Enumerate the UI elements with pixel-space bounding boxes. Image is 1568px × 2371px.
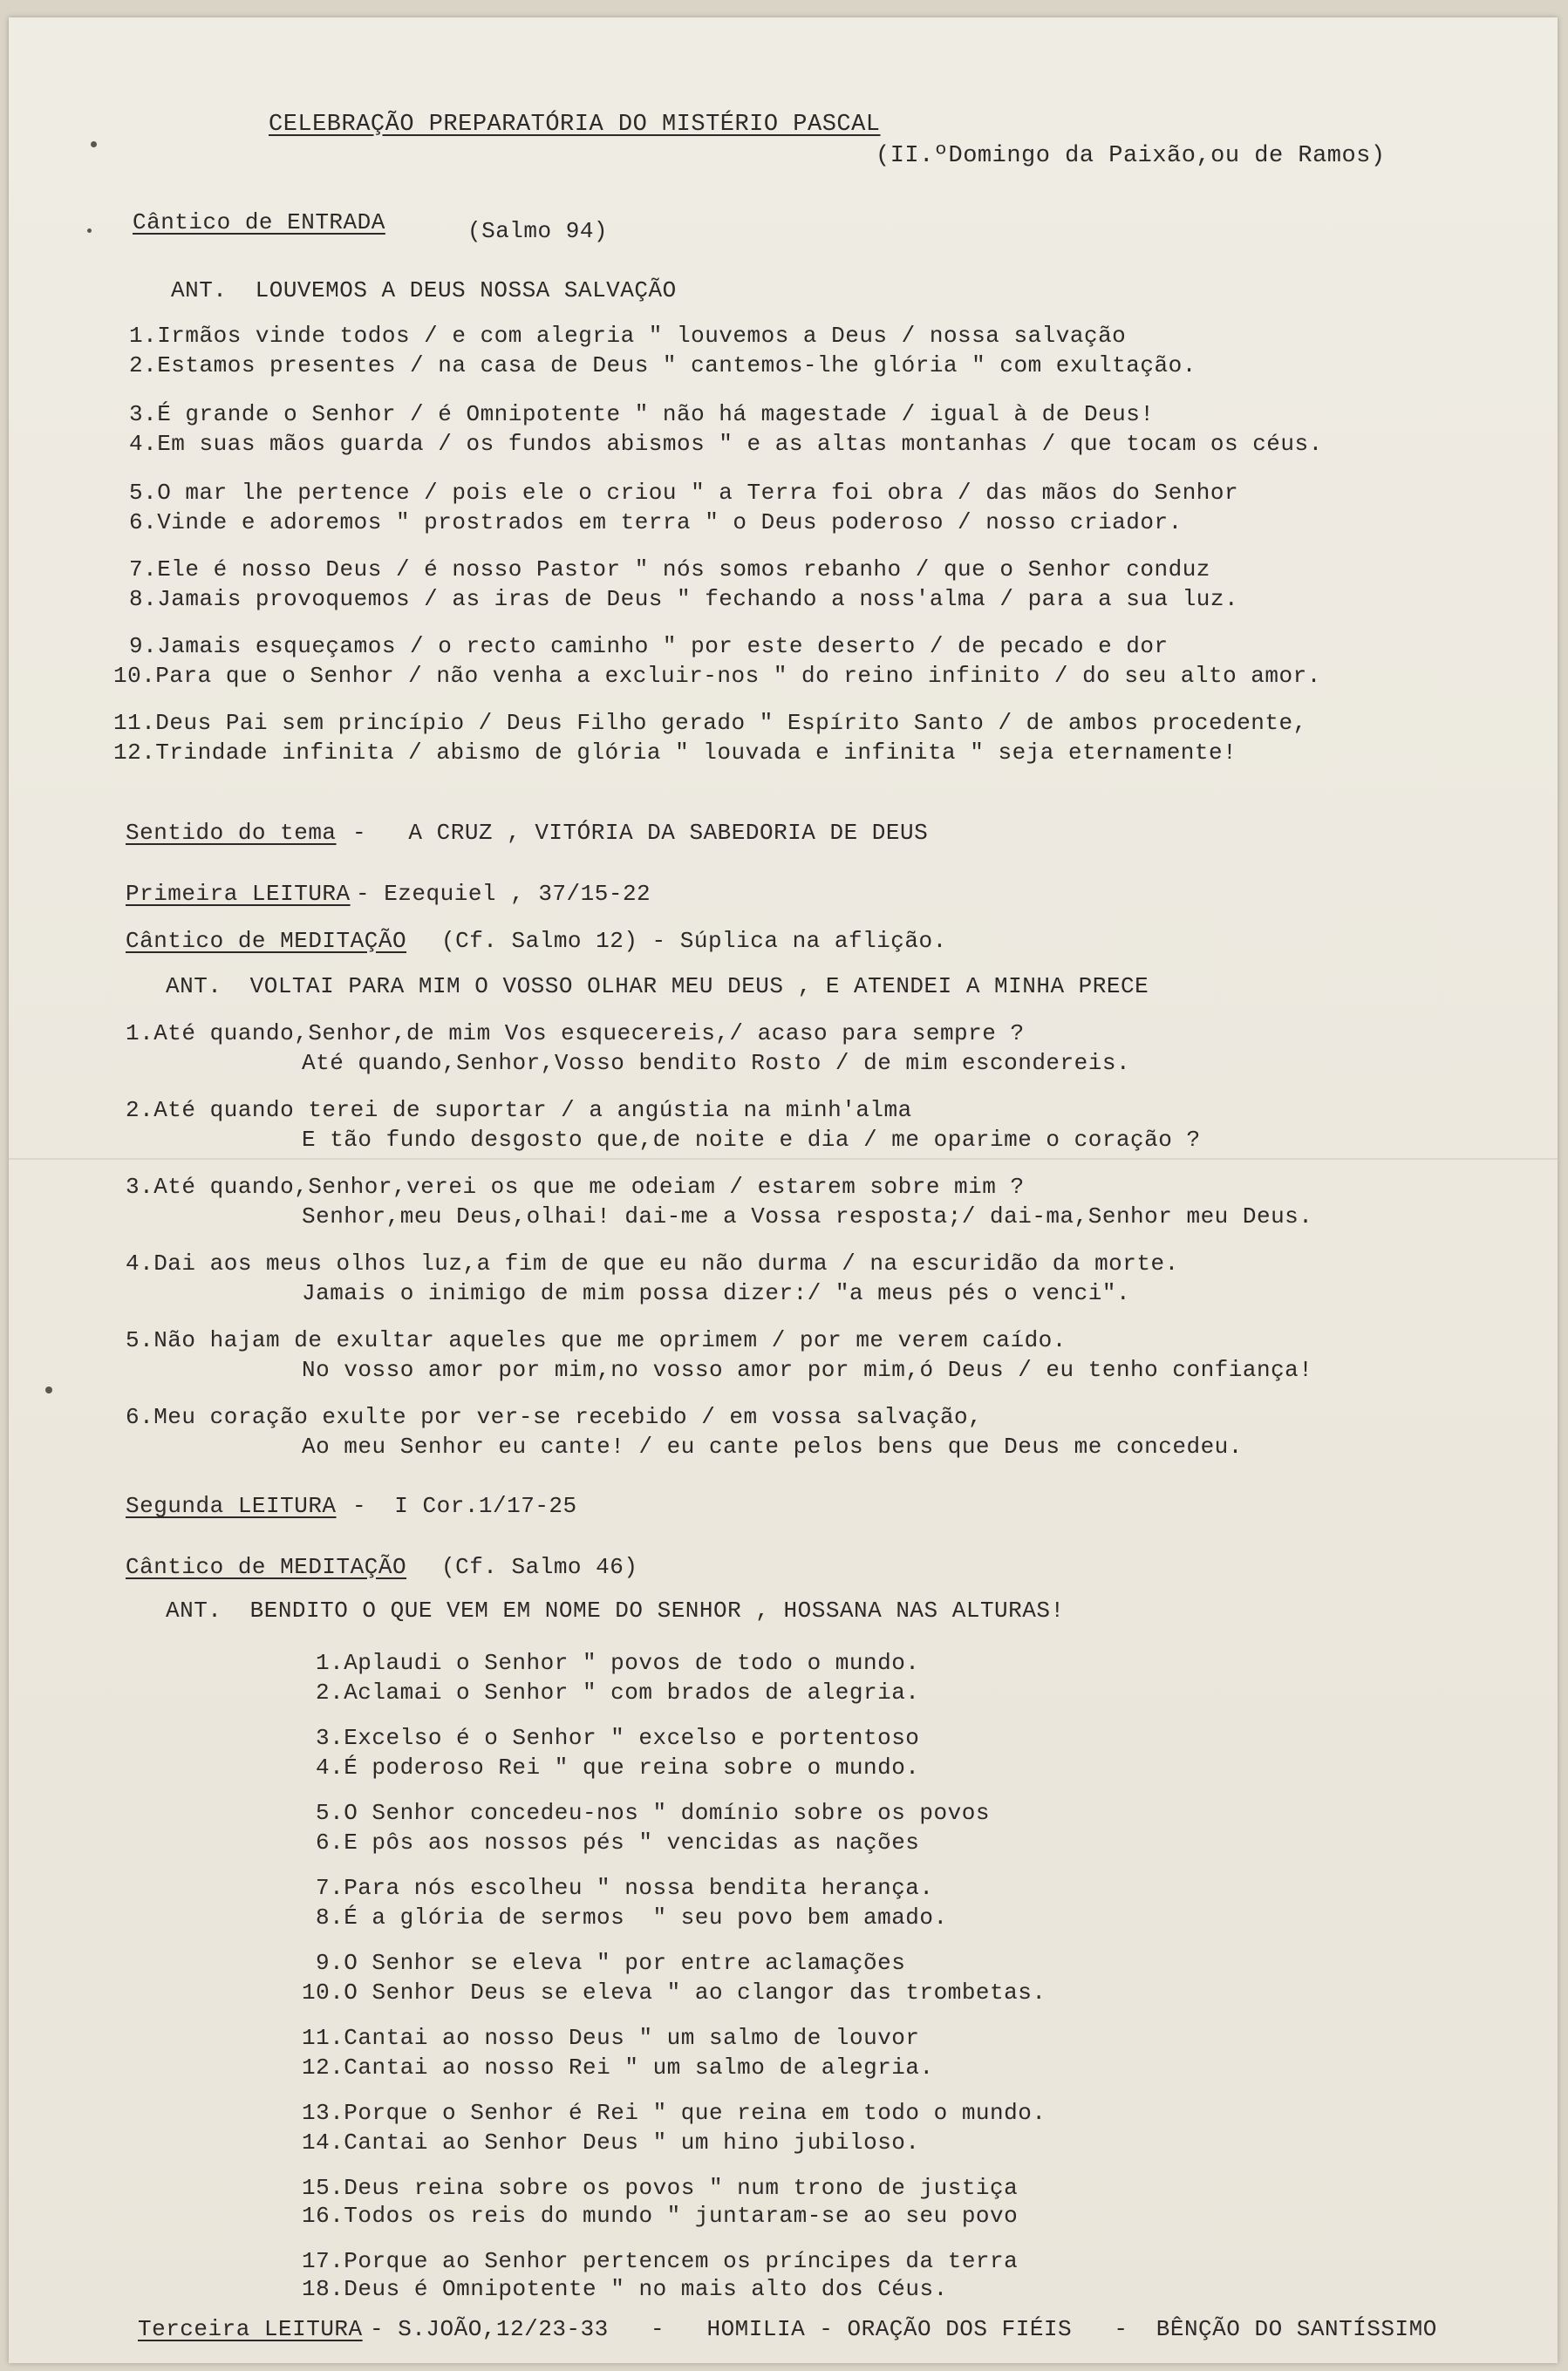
verse-line: 8.É a glória de sermos " seu povo bem amado. <box>316 1904 948 1931</box>
meditacao1-heading: Cântico de MEDITAÇÃO <box>126 928 407 954</box>
verse-line: 8.Jamais provoquemos / as iras de Deus " fechando a noss'alma / para a sua luz. <box>129 586 1239 612</box>
tema-text: - A CRUZ , VITÓRIA DA SABEDORIA DE DEUS <box>352 820 929 846</box>
meditacao1-antiphon: ANT. VOLTAI PARA MIM O VOSSO OLHAR MEU DEUS , E ATENDEI A MINHA PRECE <box>166 973 1149 999</box>
verse-line: 2.Até quando terei de suportar / a angústia na minh'alma <box>126 1097 912 1123</box>
tema-label: Sentido do tema <box>126 820 337 846</box>
primeira-leitura-text: - Ezequiel , 37/15-22 <box>356 881 651 907</box>
verse-line: 5.O mar lhe pertence / pois ele o criou " a Terra foi obra / das mãos do Senhor <box>129 480 1239 506</box>
verse-line: 2.Aclamai o Senhor " com brados de alegria. <box>316 1679 920 1706</box>
verse-line: 9.O Senhor se eleva " por entre aclamações <box>316 1950 906 1976</box>
verse-line: Ao meu Senhor eu cante! / eu cante pelos bens que Deus me concedeu. <box>302 1434 1243 1460</box>
verse-line: Senhor,meu Deus,olhai! dai-me a Vossa resposta;/ dai-ma,Senhor meu Deus. <box>302 1203 1313 1230</box>
verse-line: 18.Deus é Omnipotente " no mais alto dos Céus. <box>302 2276 948 2302</box>
verse-line: 10.O Senhor Deus se eleva " ao clangor das trombetas. <box>302 1979 1046 2006</box>
verse-line: Jamais o inimigo de mim possa dizer:/ "a meus pés o venci". <box>302 1280 1131 1306</box>
verse-line: 11.Deus Pai sem princípio / Deus Filho gerado " Espírito Santo / de ambos procedente, <box>113 710 1307 736</box>
footer-text: - S.JOÃO,12/23-33 - HOMILIA - ORAÇÃO DOS FIÉIS - BÊNÇÃO DO SANTÍSSIMO <box>370 2316 1437 2342</box>
verse-line: 4.Em suas mãos guarda / os fundos abismos " e as altas montanhas / que tocam os céus. <box>129 431 1323 457</box>
verse-line: 6.Vinde e adoremos " prostrados em terra " o Deus poderoso / nosso criador. <box>129 509 1183 535</box>
verse-line: 5.O Senhor concedeu-nos " domínio sobre os povos <box>316 1800 990 1826</box>
primeira-leitura-label: Primeira LEITURA <box>126 881 351 907</box>
terceira-leitura-label: Terceira LEITURA <box>138 2316 363 2342</box>
page-title: CELEBRAÇÃO PREPARATÓRIA DO MISTÉRIO PASCAL <box>269 112 881 138</box>
page-subtitle: (II.ºDomingo da Paixão,ou de Ramos) <box>876 143 1386 169</box>
meditacao2-antiphon: ANT. BENDITO O QUE VEM EM NOME DO SENHOR , HOSSANA NAS ALTURAS! <box>166 1598 1065 1624</box>
verse-line: E tão fundo desgosto que,de noite e dia / me oparime o coração ? <box>302 1127 1201 1153</box>
verse-line: 10.Para que o Senhor / não venha a excluir-nos " do reino infinito / do seu alto amor. <box>113 663 1321 689</box>
verse-line: 12.Cantai ao nosso Rei " um salmo de alegria. <box>302 2054 934 2081</box>
verse-line: 6.Meu coração exulte por ver-se recebido / em vossa salvação, <box>126 1404 983 1430</box>
entrada-psalm: (Salmo 94) <box>467 218 609 244</box>
segunda-leitura-text: - I Cor.1/17-25 <box>352 1493 577 1519</box>
entrada-antiphon: ANT. LOUVEMOS A DEUS NOSSA SALVAÇÃO <box>171 277 677 303</box>
verse-line: 1.Até quando,Senhor,de mim Vos esquecereis,/ acaso para sempre ? <box>126 1020 1025 1046</box>
verse-line: 3.Excelso é o Senhor " excelso e portentoso <box>316 1725 920 1751</box>
meditacao2-text: (Cf. Salmo 46) <box>441 1554 638 1580</box>
verse-line: 17.Porque ao Senhor pertencem os príncipes da terra <box>302 2248 1019 2274</box>
ink-speck <box>91 141 97 147</box>
verse-line: 3.Até quando,Senhor,verei os que me odeiam / estarem sobre mim ? <box>126 1174 1025 1200</box>
verse-line: 9.Jamais esqueçamos / o recto caminho " por este deserto / de pecado e dor <box>129 633 1169 659</box>
verse-line: 1.Irmãos vinde todos / e com alegria " louvemos a Deus / nossa salvação <box>129 323 1127 349</box>
segunda-leitura-label: Segunda LEITURA <box>126 1493 337 1519</box>
verse-line: 14.Cantai ao Senhor Deus " um hino jubiloso. <box>302 2129 920 2156</box>
verse-line: 2.Estamos presentes / na casa de Deus " cantemos-lhe glória " com exultação. <box>129 352 1196 378</box>
verse-line: 11.Cantai ao nosso Deus " um salmo de louvor <box>302 2025 920 2051</box>
entrada-heading: Cântico de ENTRADA <box>133 209 385 235</box>
verse-line: Até quando,Senhor,Vosso bendito Rosto / de mim escondereis. <box>302 1050 1131 1076</box>
ink-speck <box>87 228 92 233</box>
verse-line: 12.Trindade infinita / abismo de glória " louvada e infinita " seja eternamente! <box>113 739 1237 766</box>
verse-line: 7.Ele é nosso Deus / é nosso Pastor " nós somos rebanho / que o Senhor conduz <box>129 556 1210 583</box>
verse-line: 5.Não hajam de exultar aqueles que me oprimem / por me verem caído. <box>126 1327 1067 1353</box>
ink-speck <box>45 1386 52 1393</box>
verse-line: No vosso amor por mim,no vosso amor por mim,ó Deus / eu tenho confiança! <box>302 1357 1313 1383</box>
page-fold <box>9 1158 1558 1160</box>
verse-line: 6.E pôs aos nossos pés " vencidas as nações <box>316 1829 920 1856</box>
meditacao1-text: (Cf. Salmo 12) - Súplica na aflição. <box>441 928 947 954</box>
verse-line: 4.É poderoso Rei " que reina sobre o mundo. <box>316 1754 920 1781</box>
verse-line: 4.Dai aos meus olhos luz,a fim de que eu não durma / na escuridão da morte. <box>126 1250 1179 1277</box>
verse-line: 13.Porque o Senhor é Rei " que reina em todo o mundo. <box>302 2100 1046 2126</box>
verse-line: 15.Deus reina sobre os povos " num trono de justiça <box>302 2175 1019 2201</box>
meditacao2-heading: Cântico de MEDITAÇÃO <box>126 1554 407 1580</box>
verse-line: 7.Para nós escolheu " nossa bendita herança. <box>316 1875 934 1901</box>
verse-line: 1.Aplaudi o Senhor " povos de todo o mundo. <box>316 1650 920 1676</box>
verse-line: 16.Todos os reis do mundo " juntaram-se ao seu povo <box>302 2203 1019 2229</box>
verse-line: 3.É grande o Senhor / é Omnipotente " não há magestade / igual à de Deus! <box>129 401 1155 427</box>
